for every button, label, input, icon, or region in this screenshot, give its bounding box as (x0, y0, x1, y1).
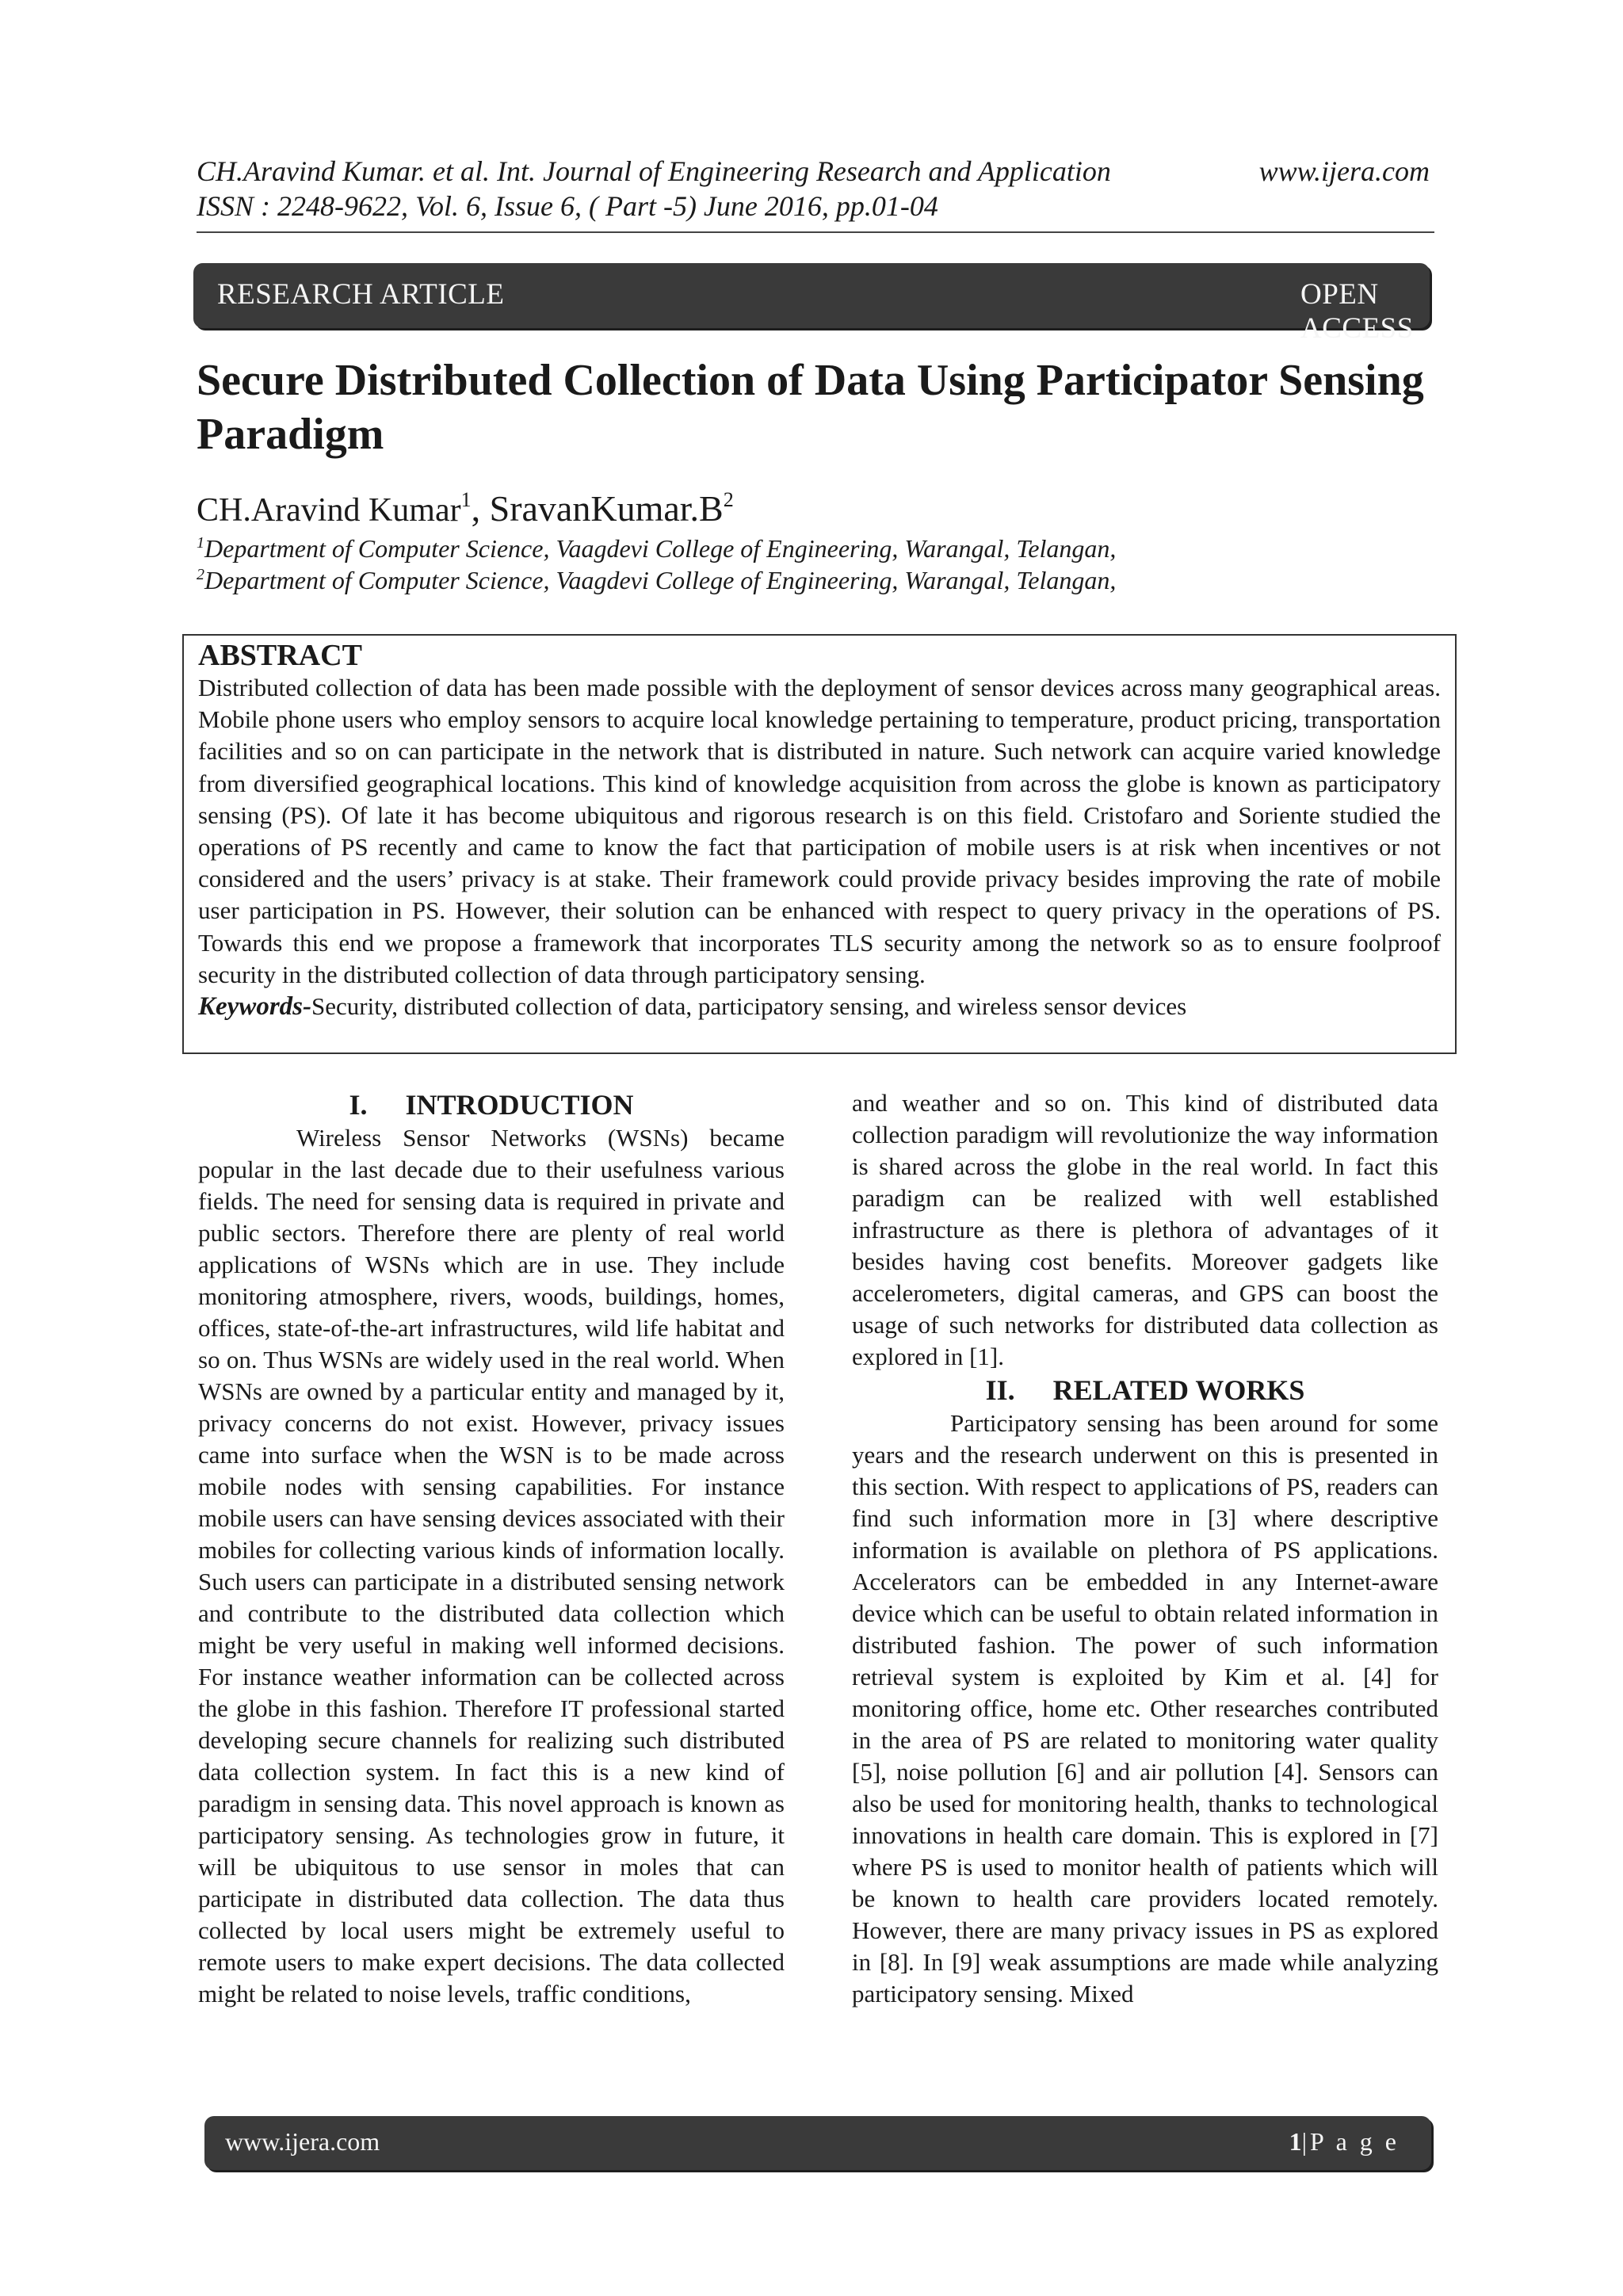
affiliation-1 (197, 533, 1116, 564)
affiliation-mark: 2 (197, 566, 204, 583)
introduction-paragraph: Wireless Sensor Networks (WSNs) became popular in the last decade due to their usefulness various fields. The need for sensing data is required in private and public sectors. Therefore there are plenty of real world applications of WSNs which are in use. They include monitoring atmosphere, rivers, woods, buildings, homes, offices, state-of-the-art infrastructures, wild life habitat and so on. Thus WSNs are widely used in the real world. When WSNs are owned by a particular entity and managed by it, privacy concerns do not exist. However, privacy issues came into surface when the WSN is to be made across mobile nodes with sensing capabilities. For instance mobile users can have sensing devices associated with their mobiles for collecting various kinds of information locally. Such users can participate in a distributed sensing network and contribute to the distributed data collection which might be very useful in making well informed decisions. For instance weather information can be collected across the globe in this fashion. Therefore IT professional started developing secure channels for realizing such distributed data collection system. In fact this is a new kind of paradigm in sensing data. This novel approach is known as participatory sensing. As technologies grow in future, it will be ubiquitous to use sensor in moles that can participate in distributed data collection. The data thus collected by local users might be extremely useful to remote users to make expert decisions. The data collected might be related to noise levels, traffic conditions, (198, 1124, 785, 2008)
author-1-name: CH.Aravind Kumar (197, 492, 461, 529)
author-1-affil-mark: 1 (460, 488, 472, 511)
left-column (198, 1087, 785, 2010)
abstract-box (182, 634, 1457, 1054)
section-number: II. (985, 1374, 1015, 1406)
abstract-text: Distributed collection of data has been made possible with the deployment of sensor devices across many geographical areas. Mobile phone users who employ sensors to acquire local knowledge pertaining to temperature, product pricing, transportation facilities and so on can participate in the network that is distributed in nature. Such network can acquire varied knowledge from diversified geographical locations. This kind of knowledge acquisition from across the globe is known as participatory sensing (PS). Of late it has become ubiquitous and rigorous research is on this field. Cristofaro and Soriente studied the operations of PS recently and came to know the fact that participation of mobile users is at risk when incentives or not considered and the users’ privacy is at stake. Their framework could provide privacy besides improving the rate of mobile user participation in PS. However, their solution can be enhanced with respect to query privacy in the operations of PS. Towards this end we propose a framework that incorporates TLS security among the network so as to ensure foolproof security in the distributed collection of data through participatory sensing. (198, 674, 1441, 988)
introduction-continuation: and weather and so on. This kind of distributed data collection paradigm will revolutionize the way information is shared across the globe in the real world. In fact this paradigm can be realized with well established infrastructure as there is plethora of advantages of it besides having cost benefits. Moreover gadgets like accelerometers, digital cameras, and GPS can boost the usage of such networks for distributed data collection as explored in [1]. (852, 1089, 1438, 1370)
keywords-text: Security, distributed collection of data, participatory sensing, and wireless sensor devices (311, 992, 1187, 1021)
introduction-heading (198, 1087, 785, 1122)
section-title: INTRODUCTION (405, 1089, 634, 1121)
research-article-label: RESEARCH ARTICLE (217, 278, 505, 311)
affiliation-mark: 1 (197, 534, 204, 552)
footer-website: www.ijera.com (225, 2127, 380, 2156)
author-2-name: SravanKumar.B (489, 488, 724, 529)
open-access-label: OPEN ACCESS (1300, 278, 1414, 345)
article-type-banner (193, 263, 1430, 345)
journal-citation: CH.Aravind Kumar. et al. Int. Journal of Engineering Research and Application (197, 155, 1111, 187)
right-column (852, 1087, 1438, 2010)
keywords-label: Keywords- (198, 992, 311, 1022)
header-divider (197, 231, 1434, 233)
affiliation-text: Department of Computer Science, Vaagdevi College of Engineering, Warangal, Telangan, (204, 566, 1117, 594)
abstract-heading: ABSTRACT (198, 639, 362, 672)
related-works-heading (852, 1373, 1438, 1408)
section-title: RELATED WORKS (1052, 1374, 1305, 1406)
page-number-label (1289, 2127, 1400, 2157)
page-number: 1 (1289, 2127, 1302, 2156)
author-2-affil-mark: 2 (723, 488, 734, 511)
page-label: |P a g e (1301, 2127, 1400, 2156)
affiliation-2 (197, 564, 1116, 596)
keywords-line (198, 991, 1441, 1022)
paper-title: Secure Distributed Collection of Data Using Participator Sensing Paradigm (197, 356, 1424, 459)
page-footer (204, 2116, 1431, 2170)
running-header (197, 154, 1430, 189)
section-number: I. (349, 1089, 368, 1121)
author-list (197, 485, 734, 534)
journal-website: www.ijera.com (1258, 155, 1430, 187)
author-separator: , (471, 488, 490, 529)
issn-line: ISSN : 2248-9622, Vol. 6, Issue 6, ( Part -5) June 2016, pp.01-04 (197, 190, 938, 222)
affiliation-text: Department of Computer Science, Vaagdevi College of Engineering, Warangal, Telangan, (204, 534, 1117, 563)
related-works-paragraph: Participatory sensing has been around for some years and the research underwent on this is presented in this section. With respect to applications of PS, readers can find such information more in [3] where descriptive information is available on plethora of PS applications. Accelerators can be embedded in any Internet-aware device which can be useful to obtain related information in distributed fashion. The power of such information retrieval system is exploited by Kim et al. [4] for monitoring office, home etc. Other researches contributed in the area of PS are related to monitoring water quality [5], noise pollution [6] and air pollution [4]. Sensors can also be used for monitoring health, thanks to technological innovations in health care domain. This is explored in [7] where PS is used to monitor health of patients which will be known to health care providers located remotely. However, there are many privacy issues in PS as explored in [8]. In [9] weak assumptions are made while analyzing participatory sensing. Mixed (852, 1409, 1438, 2008)
